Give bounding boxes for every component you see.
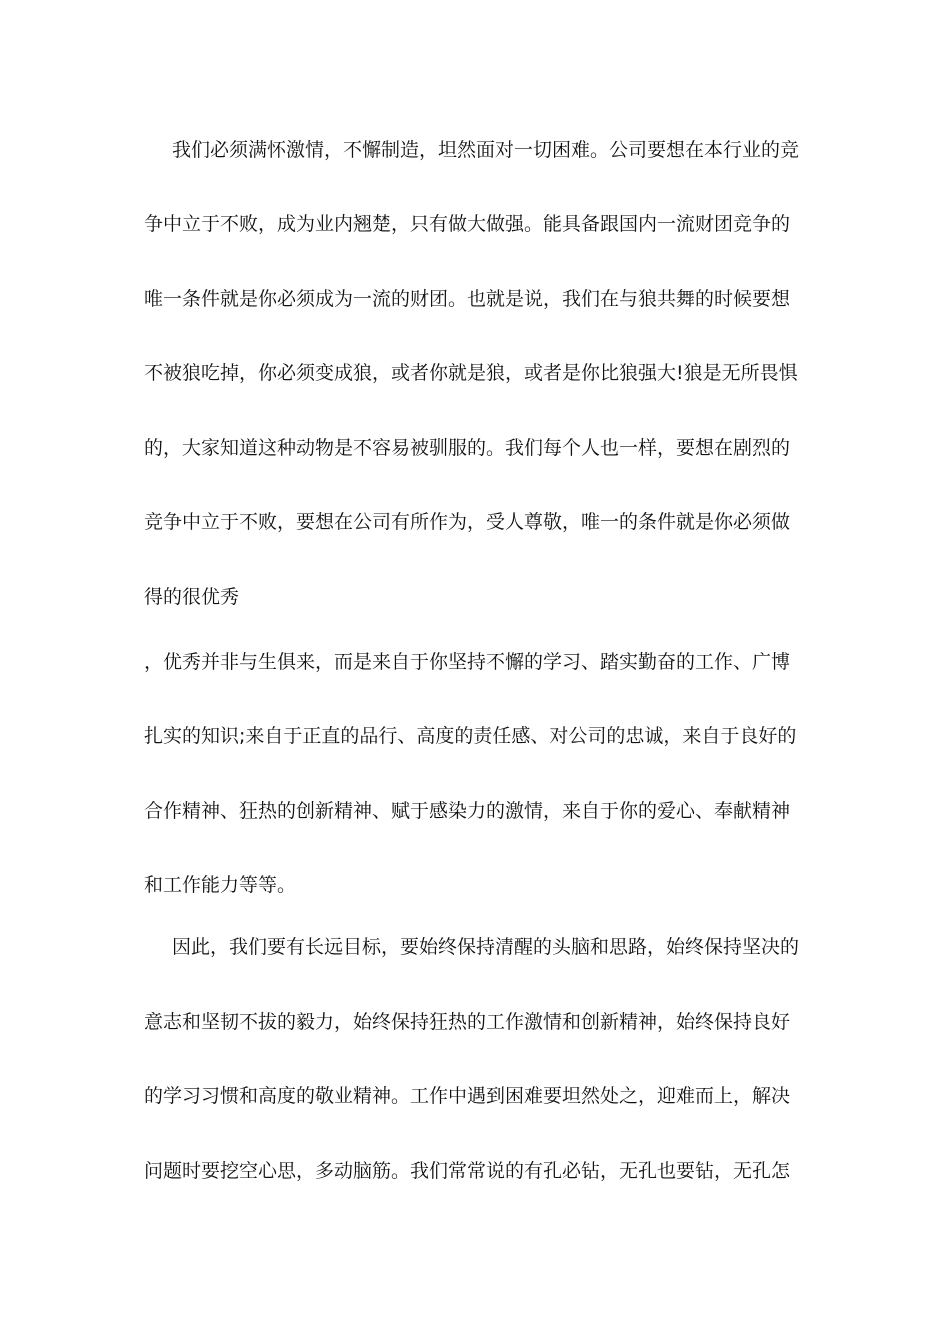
paragraph-1-line-6: 竞争中立于不败，要想在公司有所作为，受人尊敬，唯一的条件就是你必须做: [144, 511, 791, 533]
paragraph-3-line-4: 问题时要挖空心思，多动脑筋。我们常常说的有孔必钻，无孔也要钻，无孔怎: [144, 1160, 791, 1182]
paragraph-2-line-4: 和工作能力等等。: [144, 874, 297, 896]
paragraph-1-line-1: 我们必须满怀激情，不懈制造，坦然面对一切困难。公司要想在本行业的竞: [172, 139, 800, 161]
paragraph-2-line-2: 扎实的知识;来自于正直的品行、高度的责任感、对公司的忠诚，来自于良好的: [144, 725, 797, 747]
paragraph-1-line-2: 争中立于不败，成为业内翘楚，只有做大做强。能具备跟国内一流财团竞争的: [144, 213, 791, 235]
paragraph-3-line-2: 意志和坚韧不拔的毅力，始终保持狂热的工作激情和创新精神，始终保持良好: [144, 1011, 791, 1033]
paragraph-1-line-4: 不被狼吃掉，你必须变成狼，或者你就是狼，或者是你比狼强大!狼是无所畏惧: [144, 362, 798, 384]
paragraph-2-line-1: ，优秀并非与生俱来，而是来自于你坚持不懈的学习、踏实勤奋的工作、广博: [144, 651, 791, 673]
paragraph-1-line-3: 唯一条件就是你必须成为一流的财团。也就是说，我们在与狼共舞的时候要想: [144, 288, 791, 310]
paragraph-1-line-5: 的，大家知道这种动物是不容易被驯服的。我们每个人也一样，要想在剧烈的: [144, 437, 791, 459]
paragraph-1-line-7: 得的很优秀: [144, 586, 240, 608]
paragraph-3-line-1: 因此，我们要有长远目标，要始终保持清醒的头脑和思路，始终保持坚决的: [172, 936, 800, 958]
paragraph-3-line-3: 的学习习惯和高度的敬业精神。工作中遇到困难要坦然处之，迎难而上，解决: [144, 1085, 791, 1107]
paragraph-2-line-3: 合作精神、狂热的创新精神、赋于感染力的激情，来自于你的爱心、奉献精神: [144, 800, 791, 822]
